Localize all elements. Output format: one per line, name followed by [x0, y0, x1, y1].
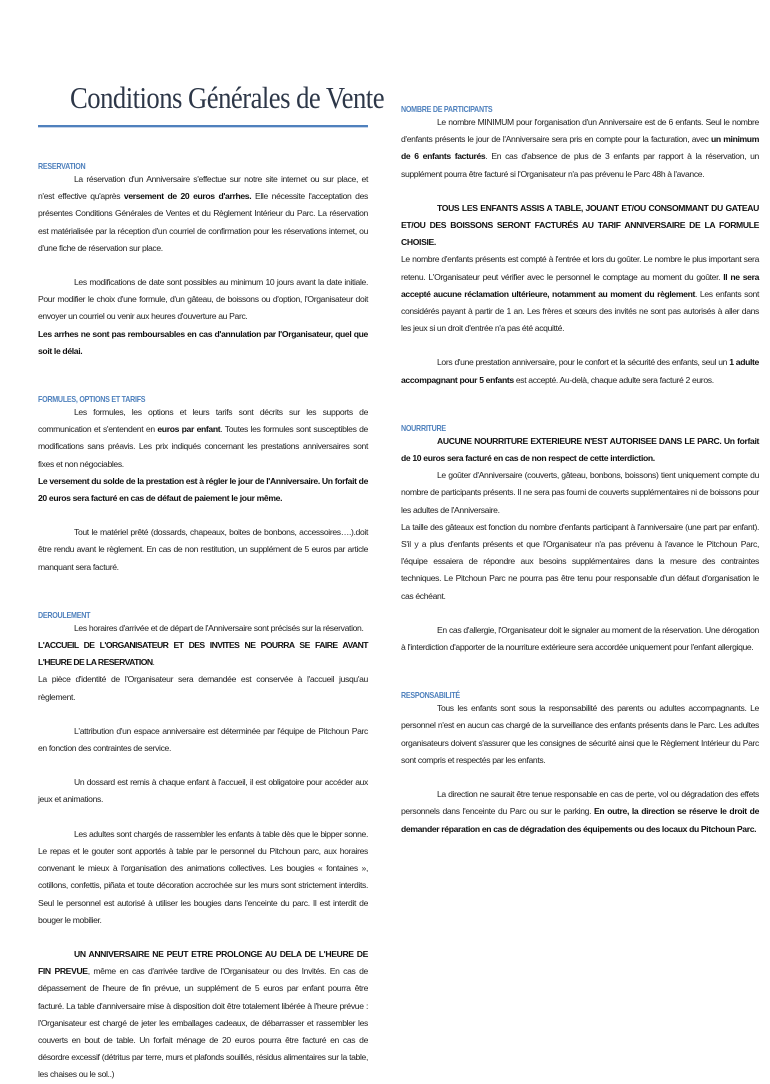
reservation-arrhes-notice: Les arrhes ne sont pas remboursables en cas d'annulation par l'Organisateur, quel que soit le délai.	[38, 328, 368, 356]
responsabilite-paragraph-1: Tous les enfants sont sous la responsabilité des parents ou adultes accompagnants. Le personnel n'est en aucun cas chargé de la surveillance des enfants présents dans le Parc. Les adultes organisateurs doivent s'assurer que les consignes de sécurité ainsi que le Règlement Intérieur du Parc sont compris et respectés par les enfants.	[401, 703, 759, 765]
formules-paragraph-1: Les formules, les options et leurs tarifs sont décrits sur les supports de communication et s'entendent en euros par enfant. Toutes les formules sont susceptibles de modifications sans préavis. Les prix indiqués concernant les prestations anniversaires sont fixes et non négociables.	[38, 407, 368, 469]
nourriture-outside-food-notice: AUCUNE NOURRITURE EXTERIEURE N'EST AUTORISEE DANS LE PARC. Un forfait de 10 euros sera facturé en cas de non respect de cette interdiction.	[401, 435, 759, 464]
nourriture-paragraph-2: Le goûter d'Anniversaire (couverts, gâteau, bonbons, boissons) tient uniquement compte du nombre de participants présents. Il ne sera pas fourni de couverts supplémentaires ni de boissons pour les adultes de l'Anniversaire.	[401, 470, 759, 515]
reservation-paragraph-2: Les modifications de date sont possibles au minimum 10 jours avant la date initiale. Pour modifier le choix d'une formule, d'un gâteau, de boissons ou d'option, l'Organisateur doit envoyer un courriel ou venir aux heures d'ouverture au Parc.	[38, 277, 368, 322]
deroulement-paragraph-1: Les horaires d'arrivée et de départ de l'Anniversaire sont précisés sur la réservation.	[74, 622, 364, 633]
deroulement-id-notice: La pièce d'identité de l'Organisateur sera demandée est conservée à l'accueil jusqu'au règlement.	[38, 674, 368, 702]
left-column	[38, 80, 385, 1084]
deroulement-paragraph-2: L'attribution d'un espace anniversaire est déterminée par l'équipe de Pitchoun Parc en fonction des contraintes de service.	[38, 725, 368, 754]
deroulement-accueil-notice: L'ACCUEIL DE L'ORGANISATEUR ET DES INVITES NE POURRA SE FAIRE AVANT L'HEURE DE LA RESERVATION.	[38, 640, 368, 668]
deroulement-paragraph-4: Les adultes sont chargés de rassembler les enfants à table dès que le bipper sonne. Le repas et le gouter sont apportés à table par le personnel du Pitchoun parc, aux horaires convenant le mieux à l'organisation des animations collectives. Les bougies « fontaines », cotillons, confettis, piñata et toute décoration accrochée sur les murs sont strictement interdits. Seul le personnel est autorisé à utiliser les bougies dans l'enceinte du parc. Il est interdit de bouger le mobilier.	[38, 828, 368, 925]
heading-reservation: RESERVATION	[38, 161, 86, 171]
deroulement-paragraph-3: Un dossard est remis à chaque enfant à l'accueil, il est obligatoire pour accéder aux jeux et animations.	[38, 777, 368, 805]
right-column	[401, 104, 759, 838]
participants-paragraph-1: Le nombre MINIMUM pour l'organisation d'un Anniversaire est de 6 enfants. Seul le nombre d'enfants présents le jour de l'Anniversaire sera pris en compte pour la facturation, avec un minimum de 6 enfants facturés. En cas d'absence de plus de 3 enfants par rapport à la réservation, un supplément pourra être facturé si l'Organisateur n'a pas prévenu le Parc 48h à l'avance.	[401, 117, 760, 179]
formules-payment-notice: Le versement du solde de la prestation est à régler le jour de l'Anniversaire. Un forfait de 20 euros sera facturé en cas de défaut de paiement le jour même.	[38, 475, 368, 504]
heading-deroulement: DEROULEMENT	[38, 609, 91, 620]
heading-nourriture: NOURRITURE	[401, 422, 446, 433]
heading-participants: NOMBRE DE PARTICIPANTS	[401, 104, 493, 114]
deroulement-paragraph-5: UN ANNIVERSAIRE NE PEUT ETRE PROLONGE AU DELA DE L'HEURE DE FIN PREVUE, même en cas d'arrivée tardive de l'Organisateur ou des Invités. En cas de dépassement de l'heure de fin prévue, un supplément de 5 euros par enfant pourra être facturé. La table d'anniversaire mise à disposition doit être totalement libérée à l'heure prévue : l'Organisateur est chargé de jeter les emballages cadeaux, de débarrasser et rassembler les couverts en bout de table. Un forfait ménage de 20 euros pourra être facturé en cas de désordre excessif (détritus par terre, murs et plafonds souillés, résidus alimentaires sur la table, les chaises ou le sol..)	[38, 948, 368, 1080]
participants-paragraph-3: Lors d'une prestation anniversaire, pour le confort et la sécurité des enfants, seul un 1 adulte accompagnant pour 5 enfants est accepté. Au-delà, chaque adulte sera facturé 2 euros.	[401, 357, 759, 385]
participants-paragraph-2: Le nombre d'enfants présents est compté à l'entrée et lors du goûter. Le nombre le plus important sera retenu. L'Organisateur peut vérifier avec le personnel le comptage au moment du goûter. Il ne sera accepté aucune réclamation ultérieure, notamment au moment du règlement. Les enfants sont considérés payant à partir de 1 an. Les frères et sœurs des invités ne sont pas autorisés à aller dans les jeux si un droit d'entrée n'a pas été acquitté.	[401, 254, 760, 334]
heading-responsabilite: RESPONSABILITÉ	[401, 690, 460, 701]
page-title: Conditions Générales de Vente	[70, 80, 385, 115]
nourriture-paragraph-3: La taille des gâteaux est fonction du nombre d'enfants participant à l'anniversaire (une part par enfant). S'il y a plus d'enfants présents et que l'Organisateur n'a pas prévenu à l'avance le Pitchoun Parc, l'équipe essaiera de répondre aux besoins supplémentaires dans la mesure des contraintes techniques. Le Pitchoun Parc ne pourra pas être tenu pour responsable d'un défaut d'organisation le cas échéant.	[401, 521, 759, 601]
formules-paragraph-2: Tout le matériel prêté (dossards, chapeaux, boites de bonbons, accessoires….).doit être rendu avant le règlement. En cas de non restitution, un supplément de 5 euros par article manquant sera facturé.	[38, 527, 368, 572]
heading-formules: FORMULES, OPTIONS ET TARIFS	[38, 394, 146, 405]
participants-billing-notice: TOUS LES ENFANTS ASSIS A TABLE, JOUANT ET/OU CONSOMMANT DU GATEAU ET/OU DES BOISSONS SERONT FACTURÉS AU TARIF ANNIVERSAIRE DE LA FORMULE CHOISIE.	[401, 202, 759, 248]
nourriture-paragraph-4: En cas d'allergie, l'Organisateur doit le signaler au moment de la réservation. Une dérogation à l'interdiction d'apporter de la nourriture extérieure sera accordée uniquement pour l'enfant allergique.	[401, 624, 759, 653]
responsabilite-paragraph-2: La direction ne saurait être tenue responsable en cas de perte, vol ou dégradation des effets personnels dans l'enceinte du Parc ou sur le parking. En outre, la direction se réserve le droit de demander réparation en cas de dégradation des équipements ou des locaux du Pitchoun Parc.	[401, 789, 759, 834]
reservation-paragraph-1: La réservation d'un Anniversaire s'effectue sur notre site internet ou sur place, et n'est effective qu'après versement de 20 euros d'arrhes. Elle nécessite l'acceptation des présentes Conditions Générales de Ventes et du Règlement Intérieur du Parc. La réservation est matérialisée par la réception d'un courriel de confirmation pour les réservations internet, ou d'une fiche de réservation sur place.	[38, 174, 368, 253]
